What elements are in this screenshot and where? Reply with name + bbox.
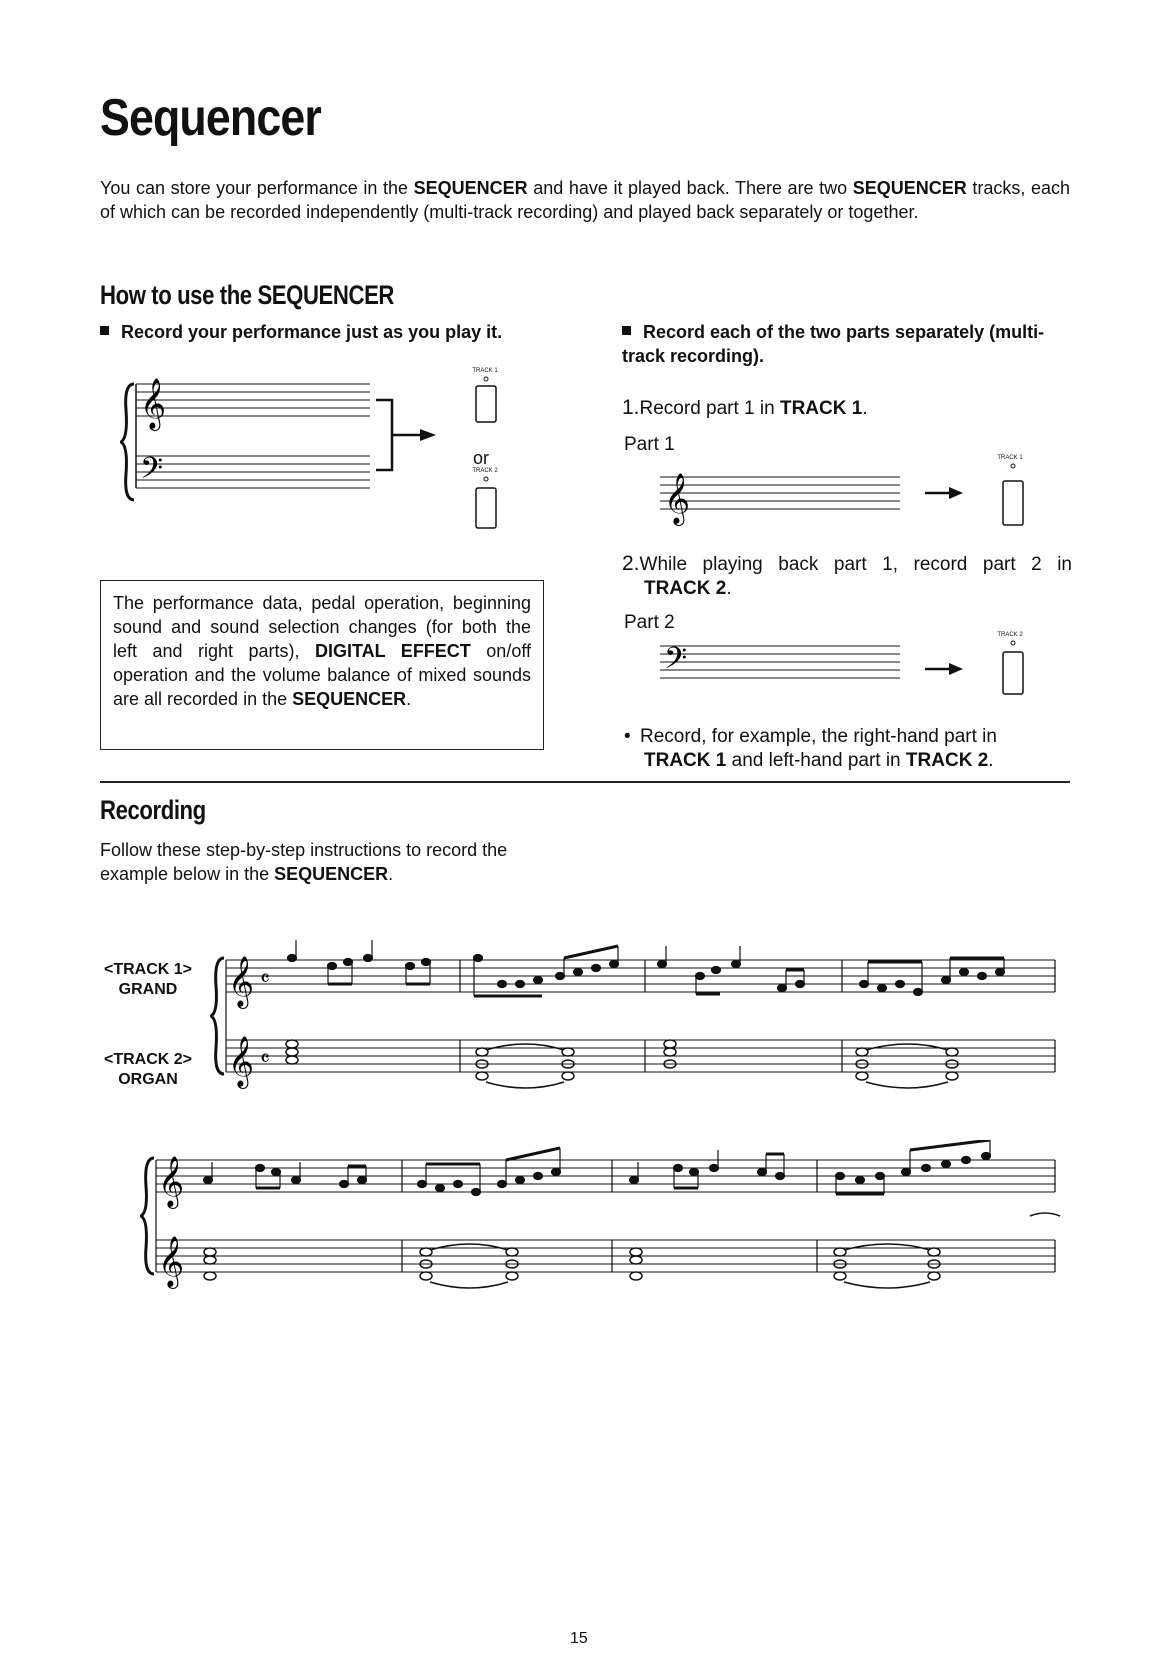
track1-tiny-label: TRACK 1 [997,455,1023,461]
treble-clef-icon: 𝄞 [158,1156,185,1207]
common-time-icon: 𝄴 [260,1047,270,1072]
track2-button-icon [1002,640,1024,698]
arrow-right-icon [925,486,965,500]
treble-clef-icon: 𝄞 [228,956,255,1007]
part1-staff [660,455,910,535]
track2-tiny-label: TRACK 2 [997,632,1023,638]
track1-button-icon [1002,463,1024,529]
how-to-heading: How to use the SEQUENCER [100,280,395,310]
left-bullet: Record your performance just as you play it. [100,320,545,344]
brace-icon [121,384,134,500]
step-2: 2.While playing back part 1, record part 2 in TRACK 2. [622,552,1072,599]
brace-icon [211,958,224,1074]
step-1: 1.Record part 1 in TRACK 1. [622,396,868,419]
treble-clef-icon: 𝄞 [158,1236,185,1287]
common-time-icon: 𝄴 [260,967,270,992]
treble-clef-icon: 𝄞 [664,473,691,524]
example-note: • Record, for example, the right-hand part in TRACK 1 and left-hand part in TRACK 2. [624,726,997,771]
page-title: Sequencer [100,89,321,147]
part2-staff [660,636,910,696]
arrow-right-icon [925,662,965,676]
intro-paragraph: You can store your performance in the SEQUENCER and have it played back. There are two SEQUENCER tracks, each of which can be recorded independently (multi-track recording) and played back separately or together. [100,178,1071,222]
brace-icon [141,1158,154,1274]
music-system-2 [140,1140,1070,1290]
treble-clef-icon: 𝄞 [228,1036,255,1087]
recording-intro: Follow these step-by-step instructions to record the example below in the SEQUENCER. [100,840,508,884]
page-number: 15 [570,1630,588,1647]
right-bullet: Record each of the two parts separately (multi-track recording). [622,322,1045,366]
bracket-icon [376,400,392,470]
bass-clef-icon: 𝄢 [664,642,688,683]
track2-button-icon [475,476,497,532]
track2-label: <TRACK 2> ORGAN [103,1051,193,1088]
track1-tiny-label: TRACK 1 [472,368,498,374]
treble-staff [136,384,370,416]
bass-staff [136,456,370,488]
section-divider [100,781,1070,783]
square-bullet-icon [100,326,109,335]
part1-label: Part 1 [624,434,675,455]
dot-bullet-icon: • [624,726,631,747]
recording-heading: Recording [100,795,206,825]
track2-tiny-label: TRACK 2 [472,468,498,474]
treble-clef-icon: 𝄞 [140,378,167,429]
system2-lower-chords [204,1244,940,1288]
music-system-1 [210,940,1070,1090]
track1-label: <TRACK 1> GRAND [103,961,193,998]
track1-button-icon [475,376,497,424]
bass-clef-icon: 𝄢 [140,452,164,493]
part2-label: Part 2 [624,612,675,633]
square-bullet-icon [622,326,631,335]
or-label: or [473,448,490,468]
note-box: The performance data, pedal operation, beginning sound and sound selection changes (for both the left and right parts), DIGITAL EFFECT on/off operation and the volume balance of mixed sounds are all recorded in the SEQUENCER. [100,580,544,750]
